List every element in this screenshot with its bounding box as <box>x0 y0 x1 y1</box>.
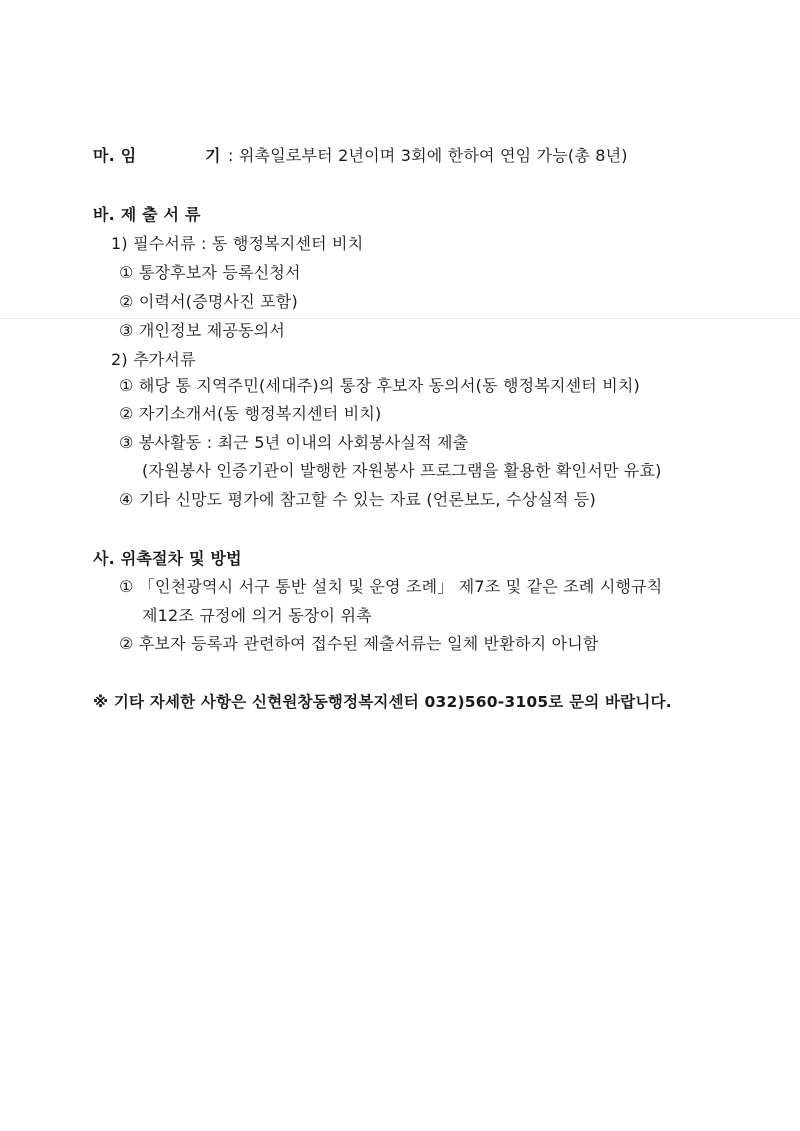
procedure-item: ① 「인천광역시 서구 통반 설치 및 운영 조례」 제7조 및 같은 조례 시행규칙 <box>119 577 663 596</box>
additional-doc-item: ③ 봉사활동 : 최근 5년 이내의 사회봉사실적 제출 <box>119 433 469 452</box>
additional-docs-title: 2) 추가서류 <box>111 350 196 369</box>
required-doc-item: ② 이력서(증명사진 포함) <box>119 292 298 311</box>
required-doc-item: ③ 개인정보 제공동의서 <box>119 321 286 340</box>
section-ma-heading-suffix: 기 <box>205 146 221 165</box>
additional-doc-item: ② 자기소개서(동 행정복지센터 비치) <box>119 404 382 423</box>
section-sa-heading: 사. 위촉절차 및 방법 <box>93 549 242 568</box>
required-docs-title: 1) 필수서류 : 동 행정복지센터 비치 <box>111 234 364 253</box>
term-text: : 위촉일로부터 2년이며 3회에 한하여 연임 가능(총 8년) <box>228 146 628 165</box>
additional-doc-item: ④ 기타 신망도 평가에 참고할 수 있는 자료 (언론보도, 수상실적 등) <box>119 490 596 509</box>
section-ba-heading: 바. 제 출 서 류 <box>93 205 201 224</box>
section-ma-heading: 마. 임 <box>93 146 137 165</box>
additional-doc-note: (자원봉사 인증기관이 발행한 자원봉사 프로그램을 활용한 확인서만 유효) <box>142 461 662 480</box>
contact-notice: ※ 기타 자세한 사항은 신현원창동행정복지센터 032)560-3105로 문의 바랍니다. <box>93 693 672 711</box>
scan-artifact-line <box>0 318 800 319</box>
additional-doc-item: ① 해당 통 지역주민(세대주)의 통장 후보자 동의서(동 행정복지센터 비치) <box>119 376 640 395</box>
procedure-item-continued: 제12조 규정에 의거 동장이 위촉 <box>142 606 372 625</box>
required-doc-item: ① 통장후보자 등록신청서 <box>119 263 301 282</box>
procedure-item: ② 후보자 등록과 관련하여 접수된 제출서류는 일체 반환하지 아니함 <box>119 634 599 653</box>
